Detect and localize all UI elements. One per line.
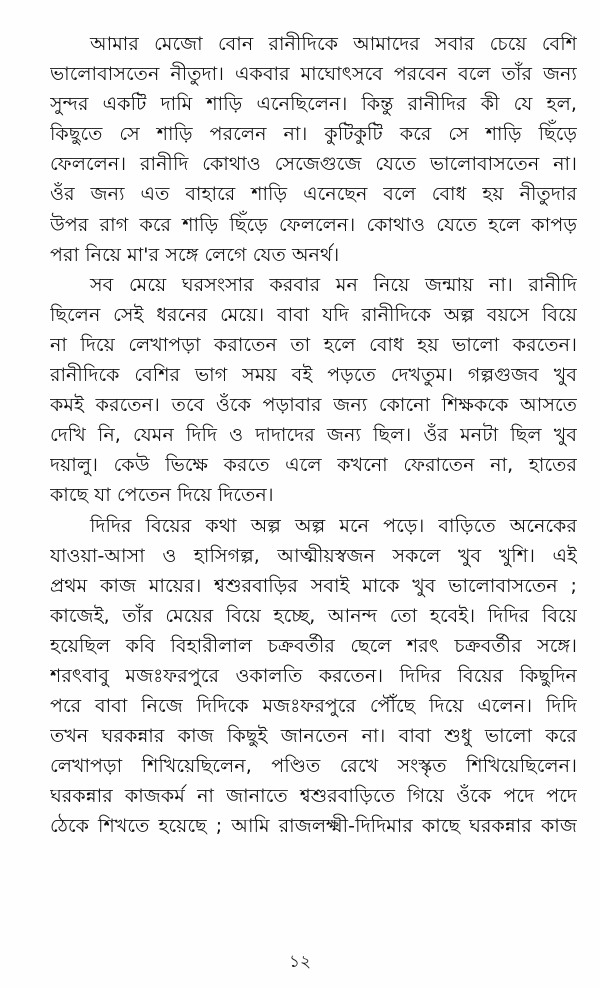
text-line: হয়েছিল কবি বিহারীলাল চক্রবর্তীর ছেলে শরৎ চক্রবর্তীর সঙ্গে। — [50, 634, 577, 657]
text-line: রানীদিকে বেশির ভাগ সময় বই পড়তে দেখতুম। গল্পগুজব খুব — [50, 364, 577, 387]
text-line: শরৎবাবু মজঃফরপুরে ওকালতি করতেন। দিদির বিয়ের কিছুদিন — [50, 664, 577, 687]
text-line: কিছুতে সে শাড়ি পরলেন না। কুটিকুটি করে সে শাড়ি ছিঁড়ে — [50, 123, 577, 146]
text-line: পরে বাবা নিজে দিদিকে মজঃফরপুরে পৌঁছে দিয়ে এলেন। দিদি — [50, 695, 577, 718]
text-line: পরা নিয়ে মা'র সঙ্গে লেগে যেত অনর্থ। — [50, 243, 340, 266]
paragraph-3 — [50, 511, 577, 842]
text-line: আমার মেজো বোন রানীদিকে আমাদের সবার চেয়ে বেশি — [90, 33, 577, 55]
text-line: না দিয়ে লেখাপড়া করাতেন তা হলে বোধ হয় ভালো করতেন। — [50, 333, 577, 356]
text-line: লেখাপড়া শিখিয়েছিলেন, পণ্ডিত রেখে সংস্কৃত শিখিয়েছিলেন। — [50, 755, 577, 778]
text-line: কমই করতেন। তবে ওঁকে পড়াবার জন্য কোনো শিক্ষককে আসতে — [50, 394, 577, 417]
text-line: ঠেকে শিখতে হয়েছে ; আমি রাজলক্ষ্মী-দিদিমার কাছে ঘরকন্নার কাজ — [50, 815, 577, 838]
text-line: ভালোবাসতেন নীতুদা। একবার মাঘোৎসবে পরবেন বলে তাঁর জন্য — [50, 63, 577, 86]
page-number: ১২ — [288, 952, 312, 972]
text-line: যাওয়া-আসা ও হাসিগল্প, আত্মীয়স্বজন সকলে খুব খুশি। এই — [50, 544, 577, 567]
text-line: দয়ালু। কেউ ভিক্ষে করতে এলে কখনো ফেরাতেন না, হাতের — [50, 454, 577, 477]
paragraph-2 — [50, 270, 577, 511]
text-line: ওঁর জন্য এত বাহারে শাড়ি এনেছেন বলে বোধ হয় নীতুদার — [50, 183, 577, 206]
text-line: দেখি নি, যেমন দিদি ও দাদাদের জন্য ছিল। ওঁর মনটা ছিল খুব — [50, 424, 577, 447]
text-line: ছিলেন সেই ধরনের মেয়ে। বাবা যদি রানীদিকে অল্প বয়সে বিয়ে — [50, 303, 577, 326]
text-line: কাজেই, তাঁর মেয়ের বিয়ে হচ্ছে, আনন্দ তো হবেই। দিদির বিয়ে — [50, 604, 577, 627]
paragraph-1 — [50, 29, 577, 270]
text-line: সুন্দর একটি দামি শাড়ি এনেছিলেন। কিন্তু রানীদির কী যে হল, — [50, 93, 577, 116]
text-line: তখন ঘরকন্নার কাজ কিছুই জানতেন না। বাবা শুধু ভালো করে — [50, 725, 577, 748]
text-line: প্রথম কাজ মায়ের। শ্বশুরবাড়ির সবাই মাকে খুব ভালোবাসতেন ; — [50, 574, 577, 597]
text-line: উপর রাগ করে শাড়ি ছিঁড়ে ফেললেন। কোথাও যেতে হলে কাপড় — [50, 213, 577, 236]
text-line: ঘরকন্নার কাজকর্ম না জানাতে শ্বশুরবাড়িতে গিয়ে ওঁকে পদে পদে — [50, 785, 577, 808]
text-line: সব মেয়ে ঘরসংসার করবার মন নিয়ে জন্মায় না। রানীদি — [90, 273, 577, 296]
body-text — [50, 29, 577, 842]
text-line: কাছে যা পেতেন দিয়ে দিতেন। — [50, 484, 274, 507]
text-line: ফেললেন। রানীদি কোথাও সেজেগুজে যেতে ভালোবাসতেন না। — [50, 153, 577, 176]
text-line: দিদির বিয়ের কথা অল্প অল্প মনে পড়ে। বাড়িতে অনেকের — [90, 514, 577, 537]
